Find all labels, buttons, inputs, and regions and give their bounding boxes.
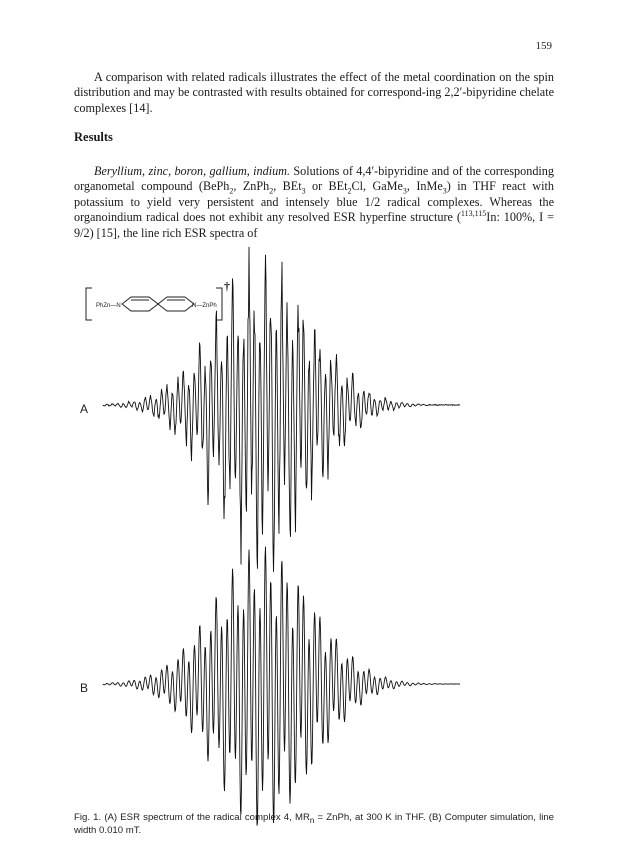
results-heading: Results [74, 130, 113, 144]
results-lead: Beryllium, zinc, boron, gallium, indium. [94, 164, 291, 178]
text-run: , InMe [406, 179, 443, 194]
figure-caption [74, 812, 554, 837]
subscript: 3 [442, 186, 447, 196]
spectrum-a [103, 247, 460, 572]
caption-subscript: n [309, 815, 315, 825]
subscript: 2 [269, 186, 274, 196]
text-run: or BEt [305, 179, 348, 194]
subscript: 2 [347, 186, 352, 196]
structure-right-group: N—ZnPh [192, 303, 217, 309]
text-run: , BEt [273, 179, 302, 194]
structure-left-group: PhZn—N [96, 303, 121, 309]
spectrum-trace [103, 247, 460, 572]
superscript: 113,115 [460, 209, 487, 219]
spectrum-b [103, 547, 460, 826]
text-run: ) in THF react with potassium to yield very persistent and intensely blue 1/2 radical complexes. Whereas the organoindium radical does not exhibit any resolved ESR hyperfine structure ( [74, 179, 554, 225]
radical-charge-mark: † [224, 279, 230, 293]
text-run: Solutions of 4,4′-bipyridine and of the corresponding organometal compound (BePh [74, 164, 554, 194]
subscript: 2 [229, 186, 234, 196]
spectrum-trace [103, 547, 460, 826]
spectrum-label-b: B [80, 681, 89, 695]
bracket-left [86, 288, 92, 320]
intro-paragraph: A comparison with related radicals illustrates the effect of the metal coordination on the spin distribution and may be contrasted with results obtained for correspond-ing 2,2′-bipyridine chelate complexes [14]. [74, 70, 554, 115]
text-run: , ZnPh [233, 179, 270, 194]
subscript: 3 [301, 186, 306, 196]
page-number: 159 [535, 40, 552, 52]
text-run: In: 100%, I = 9/2) [15], the line rich ESR spectra of [74, 210, 555, 240]
pyridine-ring-left [122, 297, 158, 311]
spectrum-label-a: A [80, 402, 89, 416]
pyridine-ring-right [158, 297, 194, 311]
text-run: Cl, GaMe [351, 179, 403, 194]
caption-text: Fig. 1. (A) ESR spectrum of the radical complex 4, MR [74, 812, 310, 823]
caption-text: = ZnPh, at 300 K in THF. (B) Computer simulation, line width 0.010 mT. [74, 812, 555, 836]
subscript: 3 [402, 186, 407, 196]
